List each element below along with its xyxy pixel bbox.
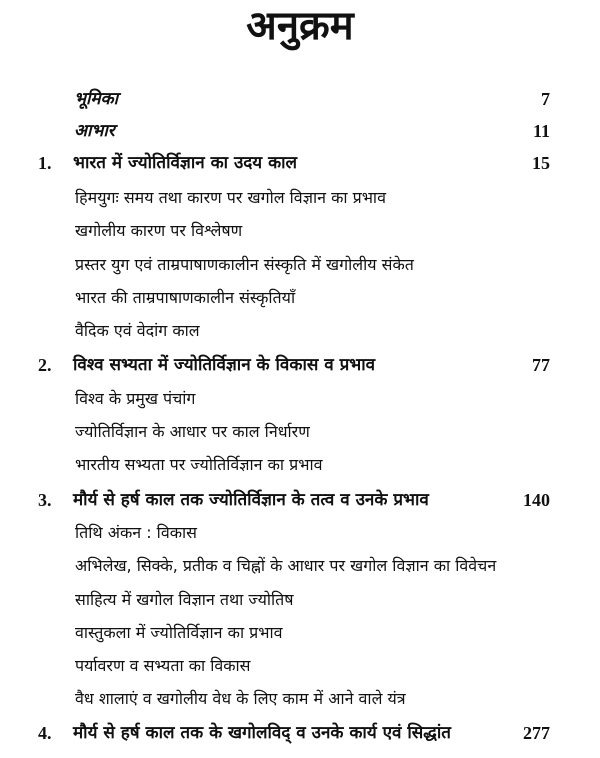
chapter-number: 4.	[38, 723, 52, 743]
toc-subentry	[0, 518, 600, 548]
toc-subentry	[0, 618, 600, 648]
page-number: 277	[523, 723, 550, 743]
entry-title: ज्योतिर्विज्ञान के आधार पर काल निर्धारण	[75, 422, 310, 441]
entry-title: भारत की ताम्रपाषाणकालीन संस्कृतियाँ	[75, 288, 296, 307]
entry-title: तिथि अंकन : विकास	[75, 523, 197, 542]
toc-subentry	[0, 684, 600, 714]
page-number: 140	[523, 490, 550, 510]
toc-subentry	[0, 450, 600, 480]
toc-subentry	[0, 283, 600, 313]
entry-title: वास्तुकला में ज्योतिर्विज्ञान का प्रभाव	[75, 623, 283, 642]
chapter-number: 2.	[38, 355, 52, 375]
toc-subentry	[0, 417, 600, 447]
toc-chapter	[0, 485, 600, 515]
toc-subentry	[0, 384, 600, 414]
toc-chapter	[0, 148, 600, 178]
toc-subentry	[0, 585, 600, 615]
entry-title: मौर्य से हर्ष काल तक के खगोलविद् व उनके कार्य एवं सिद्धांत	[73, 723, 451, 743]
entry-title: साहित्य में खगोल विज्ञान तथा ज्योतिष	[75, 590, 294, 609]
toc-chapter	[0, 718, 600, 748]
entry-title: मौर्य से हर्ष काल तक ज्योतिर्विज्ञान के तत्व व उनके प्रभाव	[73, 490, 429, 510]
chapter-number: 3.	[38, 490, 52, 510]
toc-subentry	[0, 216, 600, 246]
toc-subentry	[0, 651, 600, 681]
chapter-number: 1.	[38, 153, 52, 173]
entry-title: भूमिका	[74, 89, 118, 109]
toc-front-matter	[0, 84, 600, 114]
page-number: 7	[541, 89, 550, 109]
entry-title: वैध शालाएं व खगोलीय वेध के लिए काम में आने वाले यंत्र	[75, 689, 406, 708]
entry-title: प्रस्तर युग एवं ताम्रपाषाणकालीन संस्कृति में खगोलीय संकेत	[75, 255, 414, 274]
toc-subentry	[0, 551, 600, 581]
page-number: 15	[532, 153, 550, 173]
toc-subentry	[0, 250, 600, 280]
entry-title: खगोलीय कारण पर विश्लेषण	[75, 221, 243, 240]
entry-title: भारत में ज्योतिर्विज्ञान का उदय काल	[73, 153, 298, 173]
entry-title: अभिलेख, सिक्के, प्रतीक व चिह्नों के आधार पर खगोल विज्ञान का विवेचन	[75, 556, 497, 575]
page-number: 11	[532, 121, 550, 141]
entry-title: वैदिक एवं वेदांग काल	[75, 321, 200, 340]
entry-title: पर्यावरण व सभ्यता का विकास	[75, 656, 251, 675]
entry-title: हिमयुगः समय तथा कारण पर खगोल विज्ञान का प्रभाव	[75, 188, 386, 207]
entry-title: आभार	[74, 121, 115, 141]
toc-subentry	[0, 183, 600, 213]
toc-chapter	[0, 350, 600, 380]
entry-title: विश्व सभ्यता में ज्योतिर्विज्ञान के विकास व प्रभाव	[73, 355, 376, 375]
toc-subentry	[0, 316, 600, 346]
page-number: 77	[532, 355, 550, 375]
entry-title: भारतीय सभ्यता पर ज्योतिर्विज्ञान का प्रभाव	[75, 455, 323, 474]
toc-front-matter	[0, 116, 600, 146]
page-title: अनुक्रम	[246, 2, 354, 49]
entry-title: विश्व के प्रमुख पंचांग	[75, 389, 196, 408]
